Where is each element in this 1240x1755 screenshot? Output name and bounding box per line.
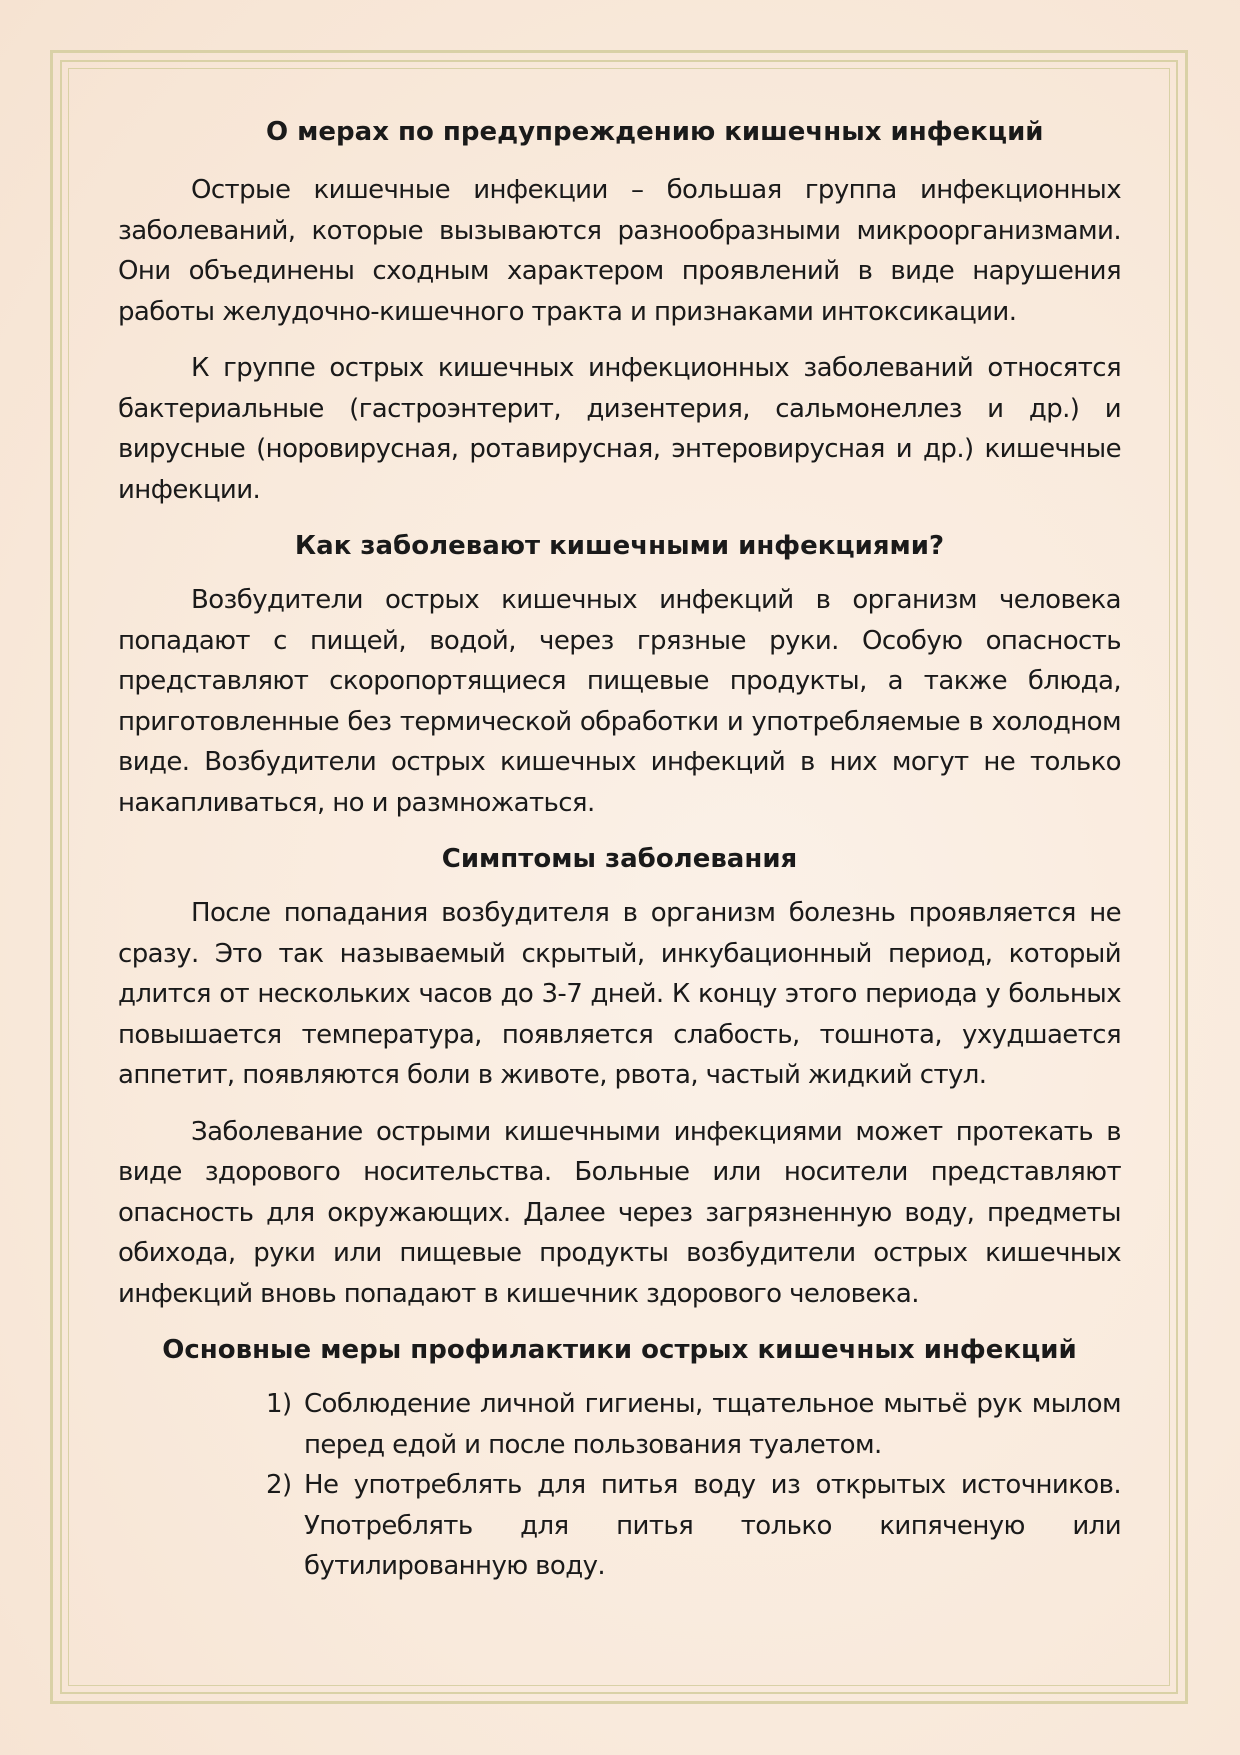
list-item-number: 1) <box>266 1389 292 1419</box>
prevention-list <box>118 1384 1121 1587</box>
heading-symptoms: Симптомы заболевания <box>441 844 798 874</box>
list-item-number: 2) <box>266 1470 292 1500</box>
list-item-text: Не употреблять для питья воду из открытых источников. Употреблять для питья только кипяченую или бутилированную воду. <box>304 1470 1121 1581</box>
paragraph-transmission: Возбудители острых кишечных инфекций в организм человека попадают с пищей, водой, через грязные руки. Особую опасность представляют скоропортящиеся пищевые продукты, а также блюда, приготовленные без термической обработки и употребляемые в холодном виде. Возбудители острых кишечных инфекций в них могут не только накапливаться, но и размножаться. <box>118 585 1121 818</box>
paragraph-intro: Острые кишечные инфекции – большая группа инфекционных заболеваний, которые вызываются разнообразными микроорганизмами. Они объединены сходным характером проявлений в виде нарушения работы желудочно-кишечного тракта и признаками интоксикации. <box>118 175 1121 327</box>
list-item <box>266 1384 1121 1465</box>
heading-how-infected: Как заболевают кишечными инфекциями? <box>294 531 945 561</box>
paragraph-carriers: Заболевание острыми кишечными инфекциями может протекать в виде здорового носительства. Больные или носители представляют опасность для окружающих. Далее через загрязненную воду, предметы обихода, руки или пищевые продукты возбудители острых кишечных инфекций вновь попадают в кишечник здорового человека. <box>118 1116 1121 1309</box>
paragraph-symptoms: После попадания возбудителя в организм болезнь проявляется не сразу. Это так называемый скрытый, инкубационный период, который длится от нескольких часов до 3-7 дней. К концу этого периода у больных повышается температура, появляется слабость, тошнота, ухудшается аппетит, появляются боли в животе, рвота, частый жидкий стул. <box>118 898 1121 1090</box>
list-item-text: Соблюдение личной гигиены, тщательное мытьё рук мылом перед едой и после пользования туалетом. <box>304 1389 1121 1460</box>
heading-prevention: Основные меры профилактики острых кишечных инфекций <box>162 1335 1077 1365</box>
document-title: О мерах по предупреждению кишечных инфекций <box>266 117 1044 147</box>
paragraph-groups: К группе острых кишечных инфекционных заболеваний относятся бактериальные (гастроэнтерит, дизентерия, сальмонеллез и др.) и вирусные (норовирусная, ротавирусная, энтеровирусная и др.) кишечные инфекции. <box>118 353 1121 505</box>
document-body <box>118 112 1121 1587</box>
list-item <box>266 1465 1121 1587</box>
